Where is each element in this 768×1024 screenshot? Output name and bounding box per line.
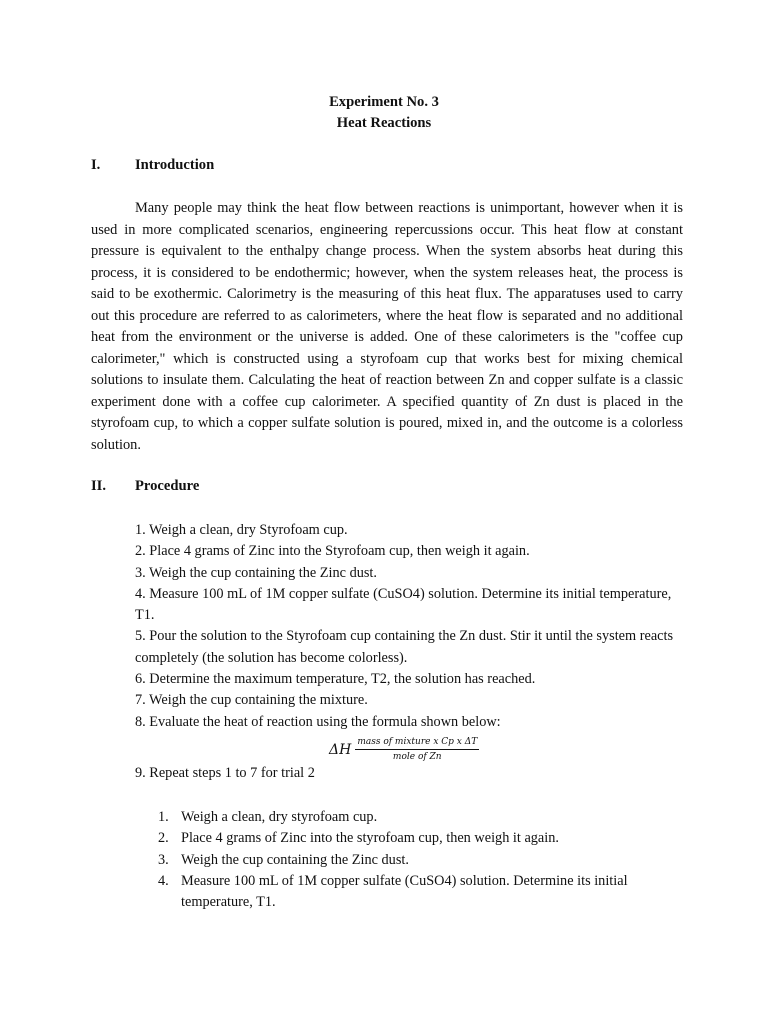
list-item-number: 1.: [158, 809, 169, 825]
section-title: Introduction: [135, 157, 215, 173]
list-item-text: Place 4 grams of Zinc into the styrofoam cup, then weigh it again.: [181, 830, 559, 847]
list-item-text: Weigh a clean, dry styrofoam cup.: [181, 809, 378, 825]
trial-2-steps: [135, 807, 675, 913]
formula-lhs: ΔH: [329, 741, 352, 758]
list-item-text: Weigh the cup containing the Zinc dust.: [181, 851, 409, 868]
procedure-step: 6. Determine the maximum temperature, T2, the solution has reached.: [135, 671, 536, 688]
list-item-text: Measure 100 mL of 1M copper sulfate (CuSO4) solution. Determine its initial temperature, T1.: [181, 872, 628, 911]
heat-of-reaction-formula: [329, 736, 479, 763]
list-item-number: 3.: [158, 851, 169, 868]
list-item-number: 4.: [158, 872, 169, 889]
document-title: Experiment No. 3: [329, 94, 439, 110]
section-number: II.: [91, 478, 107, 494]
list-item: [135, 828, 675, 849]
procedure-step: 2. Place 4 grams of Zinc into the Styrofoam cup, then weigh it again.: [135, 543, 530, 560]
formula-numerator: mass of mixture x Cp x ΔT: [355, 736, 479, 750]
procedure-step: 7. Weigh the cup containing the mixture.: [135, 692, 368, 709]
procedure-step: 4. Measure 100 mL of 1M copper sulfate (CuSO4) solution. Determine its initial temperature, T1.: [135, 585, 672, 624]
formula-fraction: [355, 736, 479, 763]
procedure-step: 3. Weigh the cup containing the Zinc dust.: [135, 564, 377, 581]
procedure-step: 5. Pour the solution to the Styrofoam cup containing the Zn dust. Stir it until the system reacts completely (the solution has become colorless).: [135, 628, 674, 666]
procedure-steps: [135, 520, 675, 733]
formula-denominator: mole of Zn: [392, 752, 442, 762]
list-item: [135, 850, 675, 871]
procedure-step-repeat: 9. Repeat steps 1 to 7 for trial 2: [135, 765, 315, 781]
procedure-step: 1. Weigh a clean, dry Styrofoam cup.: [135, 522, 348, 538]
section-number: I.: [91, 157, 101, 173]
procedure-step: 8. Evaluate the heat of reaction using the formula shown below:: [135, 713, 501, 730]
list-item: [135, 871, 675, 914]
introduction-paragraph: Many people may think the heat flow between reactions is unimportant, however when it is used in more complicated scenarios, engineering repercussions occur. This heat flow at constant pressure is equivalent to the enthalpy change process. When the system absorbs heat during this process, it is considered to be endothermic; however, when the system releases heat, the process is said to be exothermic. Calorimetry is the measuring of this heat flux. The apparatuses used to carry out this procedure are referred to as calorimeters, where the heat flow is separated and no additional heat from the environment or the universe is added. One of these calorimeters is the "coffee cup calorimeter," which is constructed using a styrofoam cup that works best for mixing chemical solutions to insulate them. Calculating the heat of reaction between Zn and copper sulfate is a classic experiment done with a coffee cup calorimeter. A specified quantity of Zn dust is placed in the styrofoam cup, to which a copper sulfate solution is poured, mixed in, and the outcome is a colorless solution.: [91, 200, 683, 453]
list-item-number: 2.: [158, 830, 169, 847]
list-item: [135, 807, 675, 828]
section-title: Procedure: [135, 478, 200, 494]
document-subtitle: Heat Reactions: [336, 115, 432, 131]
